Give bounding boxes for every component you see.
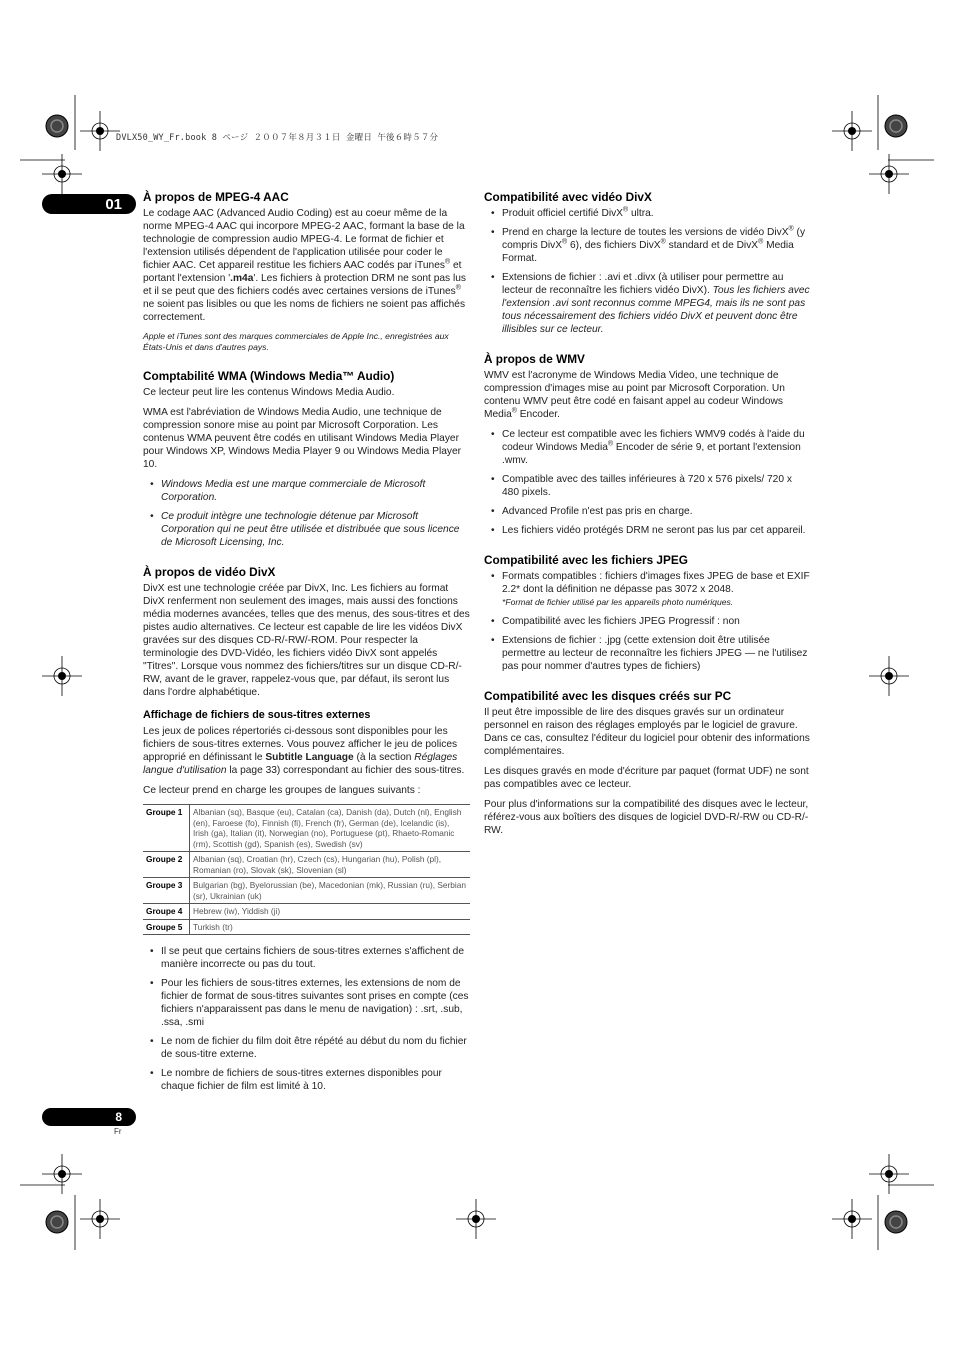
table-row: Groupe 2 Albanian (sq), Croatian (hr), Czech (cs), Hungarian (hu), Polish (pl), Romanian (ro), Slovak (sk), Slovenian (sl) [143,852,470,878]
paragraph: WMA est l'abréviation de Windows Media Audio, une technique de compression sonore mise au point par Microsoft Corporation. Les contenus WMA peuvent être codés en utilisant Windows Media Player pour Windows XP, Windows Media Player 9 ou Windows Media Player 10. [143,407,462,470]
section-title: À propos de vidéo DivX [143,565,276,579]
list-item: • Extensions de fichier : .jpg (cette extension doit être utilisée permettre au lecteur de reconnaître les fichiers JPEG — ne l'utilisez pas pour nommer d'autres types de fichiers) [484,634,810,673]
list-item: • Ce produit intègre une technologie détenue par Microsoft Corporation qui ne peut être utilisée et distribuée que sous licence de Microsoft Licensing, Inc. [143,510,470,549]
bullet-list [143,945,470,1093]
paragraph: WMV est l'acronyme de Windows Media Video, une technique de compression d'images mise au point par Microsoft Corporation. Un contenu WMV peut être codé en faisant appel au codeur Windows Media® Encoder. [484,370,785,420]
language-groups-table [143,804,470,935]
list-item: • Compatibilité avec les fichiers JPEG Progressif : non [484,615,810,628]
section-wma [143,369,470,549]
page-number-tab: 8 [42,1108,136,1126]
section-wmv [484,352,810,537]
list-item: • Formats compatibles : fichiers d'images fixes JPEG de base et EXIF 2.2* dont la définition ne dépasse pas 3072 x 2048. *Format de fichier utilisé par les appareils photo numériques. [484,570,810,609]
list-item: • Advanced Profile n'est pas pris en charge. [484,505,810,518]
left-column [143,190,470,1099]
paragraph: Ce lecteur prend en charge les groupes de langues suivants : [143,785,421,796]
paragraph: Les disques gravés en mode d'écriture par paquet (format UDF) ne sont pas compatibles avec ce lecteur. [484,766,809,790]
section-title: Compatibilité avec les fichiers JPEG [484,553,688,567]
section-divx-compat [484,190,810,336]
section-title: À propos de MPEG-4 AAC [143,190,289,204]
section-divx [143,565,470,699]
section-pc-discs [484,689,810,837]
list-item: • Extensions de fichier : .avi et .divx (à utiliser pour permettre au lecteur de reconnaître les fichiers vidéo DivX). Tous les fichiers avec l'extension .avi sont reconnus comme MPEG4, mais ils ne sont pas tous nécessairement des fichiers vidéo DivX et peuvent donc être illisibles sur ce lecteur. [484,271,810,336]
bullet-list [484,207,810,336]
section-title: Comptabilité WMA (Windows Media™ Audio) [143,369,395,383]
list-item: • Ce lecteur est compatible avec les fichiers WMV9 codés à l'aide du codeur Windows Media® Encoder de série 9, et portant l'extension .wmv. [484,428,810,467]
table-row: Groupe 1 Albanian (sq), Basque (eu), Catalan (ca), Danish (da), Dutch (nl), English (en), Faroese (fo), Finnish (fi), French (fr), German (de), Icelandic (is), Irish (ga), Italian (it), Norwegian (no), Portuguese (pt), Rhaeto-Romanic (rm), Scottish (gd), Spanish (es), Swedish (sv) [143,805,470,852]
list-item: • Pour les fichiers de sous-titres externes, les extensions de nom de fichier de format de sous-titres suivantes sont prises en compte (ces fichiers n'apparaissent pas dans le menu de navigation) : .srt, .sub, .ssa, .smi [143,977,470,1029]
list-item: • Le nom de fichier du film doit être répété au début du nom du fichier de sous-titre externe. [143,1035,470,1061]
list-item: • Les fichiers vidéo protégés DRM ne seront pas lus par cet appareil. [484,524,810,537]
paragraph: Le codage AAC (Advanced Audio Coding) est au coeur même de la norme MPEG-4 AAC qui incorpore MPEG-2 AAC, formant la base de la technologie de compression audio MPEG-4. Le format de fichier et l'extension utilisés dépendent de l'application utilisée pour coder le fichier AAC. Cet appareil restitue les fichiers AAC codés par iTunes® et portant l'extension '.m4a'. Les fichiers à protection DRM ne sont pas lus et il se peut que des fichiers codés avec certaines versions de iTunes® ne soient pas lisibles ou que les noms de fichiers ne soient pas affichés correctement. [143,208,466,323]
list-item: • Il se peut que certains fichiers de sous-titres externes s'affichent de manière incorrecte ou pas du tout. [143,945,470,971]
note: Apple et iTunes sont des marques commerciales de Apple Inc., enregistrées aux États-Unis et dans d'autres pays. [143,331,449,352]
section-title: À propos de WMV [484,352,585,366]
right-column [484,190,810,844]
section-jpeg [484,553,810,673]
table-row: Groupe 4 Hebrew (iw), Yiddish (ji) [143,904,470,920]
bullet-list [484,428,810,537]
table-row: Groupe 5 Turkish (tr) [143,919,470,935]
section-subtitles [143,709,470,1093]
list-item: • Compatible avec des tailles inférieures à 720 x 576 pixels/ 720 x 480 pixels. [484,473,810,499]
list-item: • Le nombre de fichiers de sous-titres externes disponibles pour chaque fichier de film est limité à 10. [143,1067,470,1093]
bullet-list [484,570,810,673]
note: *Format de fichier utilisé par les appareils photo numériques. [502,597,734,607]
list-item: • Prend en charge la lecture de toutes les versions de vidéo DivX® (y compris DivX® 6), des fichiers DivX® standard et de DivX® Media Format. [484,226,810,265]
section-title: Compatibilité avec vidéo DivX [484,190,652,204]
paragraph: Les jeux de polices répertoriés ci-dessous sont disponibles pour les fichiers de sous-titres externes. Vous pouvez afficher le jeu de polices approprié en définissant le Subtitle Language (à la section Réglages langue d'utilisation la page 33) correspondant au fichier des sous-titres. [143,726,465,776]
table-row: Groupe 3 Bulgarian (bg), Byelorussian (be), Macedonian (mk), Russian (ru), Serbian (sr), Ukrainian (uk) [143,878,470,904]
print-header-line: DVLX50_WY_Fr.book 8 ページ ２００７年８月３１日 金曜日 午後６時５７分 [116,133,439,143]
section-mpeg4-aac [143,190,470,353]
subsection-title: Affichage de fichiers de sous-titres externes [143,709,371,721]
paragraph: Il peut être impossible de lire des disques gravés sur un ordinateur personnel en raison des réglages employés par le logiciel de gravure. Dans ce cas, consultez l'éditeur du logiciel pour obtenir des informations complémentaires. [484,707,810,757]
chapter-tab: 01 [42,194,136,214]
bullet-list [143,478,470,549]
list-item: • Windows Media est une marque commerciale de Microsoft Corporation. [143,478,470,504]
section-title: Compatibilité avec les disques créés sur PC [484,689,732,703]
list-item: • Produit officiel certifié DivX® ultra. [484,207,810,220]
language-label: Fr [114,1127,122,1136]
paragraph: DivX est une technologie créée par DivX, Inc. Les fichiers au format DivX renferment non seulement des images, mais aussi des fonctions média modernes avancées, telles que des menus, des sous-titres et des pistes audio alternatives. Ce lecteur est capable de lire les vidéos DivX gravées sur des disques CD-R/-RW/-ROM. Pour respecter la terminologie des DVD-Vidéo, les fichiers vidéo DivX sont appelés "Titres". Lorsque vous nommez des fichiers/titres sur un disque CD-R/-RW, avant de le graver, rappelez-vous que, par défaut, ils seront lus dans l'ordre alphabétique. [143,583,470,698]
paragraph: Ce lecteur peut lire les contenus Windows Media Audio. [143,387,395,398]
paragraph: Pour plus d'informations sur la compatibilité des disques avec le lecteur, référez-vous aux boîtiers des disques de logiciel DVD-R/-RW ou CD-R/-RW. [484,799,809,836]
